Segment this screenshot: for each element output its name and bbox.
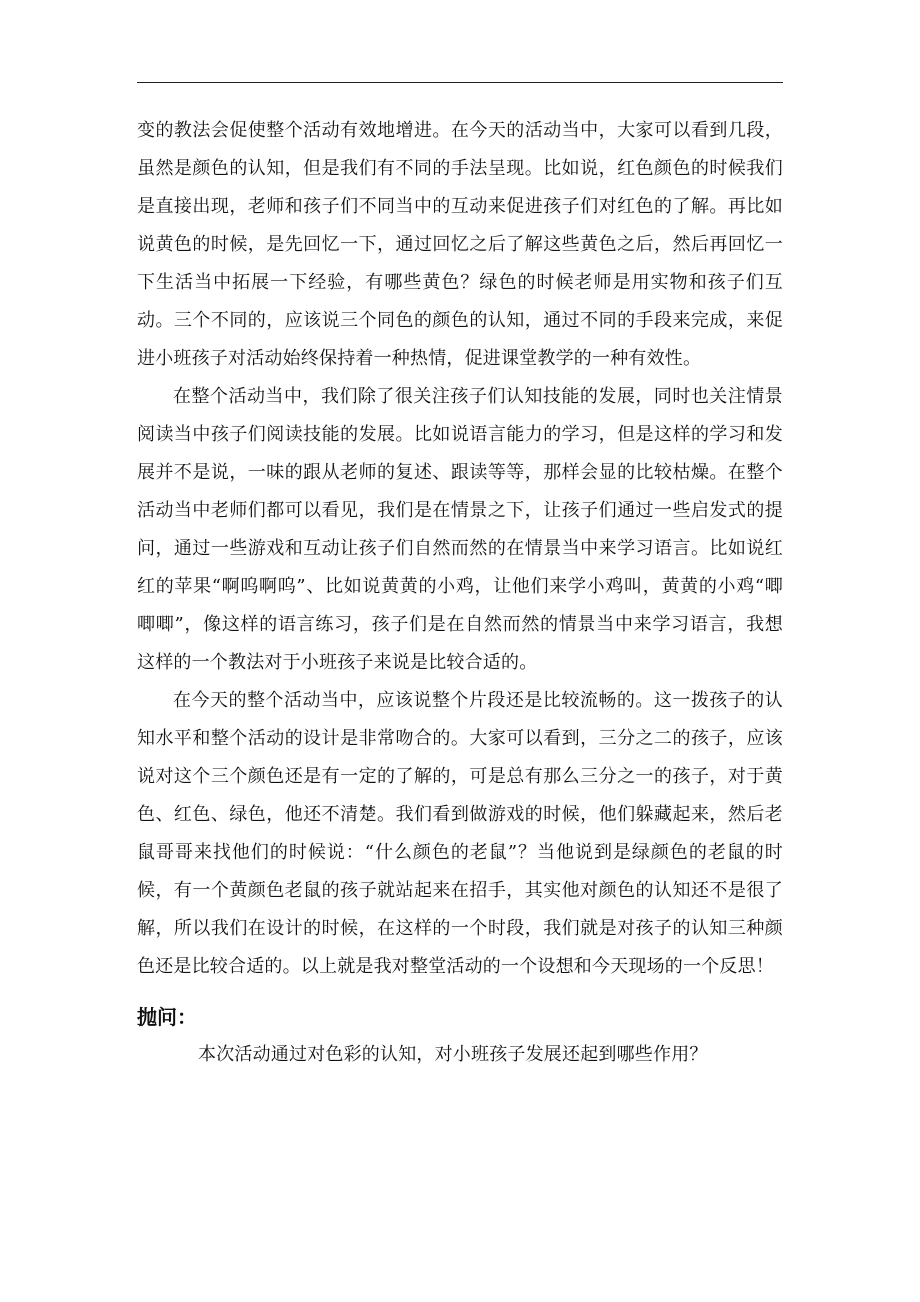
body-text <box>137 112 783 986</box>
question-heading: 抛问： <box>137 1005 197 1029</box>
header-rule <box>137 82 783 83</box>
paragraph-1: 变的教法会促使整个活动有效地增进。在今天的活动当中，大家可以看到几段，虽然是颜色的认知，但是我们有不同的手法呈现。比如说，红色颜色的时候我们是直接出现，老师和孩子们不同当中的互动来促进孩子们对红色的了解。再比如说黄色的时候，是先回忆一下，通过回忆之后了解这些黄色之后，然后再回忆一下生活当中拓展一下经验，有哪些黄色？绿色的时候老师是用实物和孩子们互动。三个不同的，应该说三个同色的颜色的认知，通过不同的手段来完成，来促进小班孩子对活动始终保持着一种热情，促进课堂教学的一种有效性。 <box>137 120 783 369</box>
question-text: 本次活动通过对色彩的认知，对小班孩子发展还起到哪些作用？ <box>198 1044 708 1065</box>
paragraph-3: 在今天的整个活动当中，应该说整个片段还是比较流畅的。这一拨孩子的认知水平和整个活动的设计是非常吻合的。大家可以看到，三分之二的孩子，应该说对这个三个颜色还是有一定的了解的，可是总有那么三分之一的孩子，对于黄色、红色、绿色，他还不清楚。我们看到做游戏的时候，他们躲藏起来，然后老鼠哥哥来找他们的时候说：“什么颜色的老鼠”？当他说到是绿颜色的老鼠的时候，有一个黄颜色老鼠的孩子就站起来在招手，其实他对颜色的认知还不是很了解，所以我们在设计的时候，在这样的一个时段，我们就是对孩子的认知三种颜色还是比较合适的。以上就是我对整堂活动的一个设想和今天现场的一个反思！ <box>137 690 783 977</box>
paragraph-2: 在整个活动当中，我们除了很关注孩子们认知技能的发展，同时也关注情景阅读当中孩子们阅读技能的发展。比如说语言能力的学习，但是这样的学习和发展并不是说，一味的跟从老师的复述、跟读等等，那样会显的比较枯燥。在整个活动当中老师们都可以看见，我们是在情景之下，让孩子们通过一些启发式的提问，通过一些游戏和互动让孩子们自然而然的在情景当中来学习语言。比如说红红的苹果“啊呜啊呜”、比如说黄黄的小鸡，让他们来学小鸡叫，黄黄的小鸡“唧唧唧”，像这样的语言练习，孩子们是在自然而然的情景当中来学习语言，我想这样的一个教法对于小班孩子来说是比较合适的。 <box>137 386 783 673</box>
